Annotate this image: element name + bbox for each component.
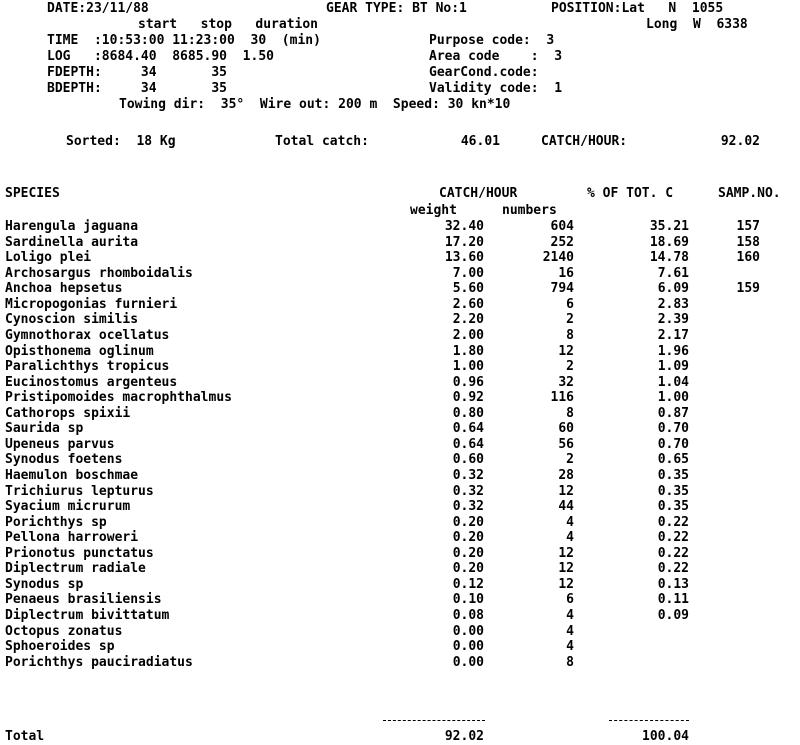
numbers-value: 2 [566,452,574,468]
numbers-value: 4 [566,530,574,546]
numbers-value: 8 [566,654,574,670]
species-name: Diplectrum bivittatum [5,608,170,623]
numbers-value: 6 [566,296,574,312]
pct-value: 0.22 [657,545,689,561]
species-name: Cathorops spixii [5,405,131,421]
species-name: Loligo plei [5,250,92,266]
species-name: Cynoscion similis [5,312,139,328]
total-pct: 100.04 [642,729,689,744]
weight-subheader: weight [410,203,457,218]
species-name: Porichthys pauciradiatus [5,654,193,670]
weight-value: 1.00 [452,359,484,374]
total-catch-label: Total catch: [275,134,369,149]
numbers-value: 4 [566,514,574,530]
time-row: TIME :10:53:00 11:23:00 30 (min) [47,33,321,48]
numbers-value: 12 [558,576,574,592]
pct-value: 0.13 [657,576,689,592]
weight-value: 0.00 [452,654,484,670]
species-name: Trichiurus lepturus [5,483,154,499]
numbers-value: 252 [550,234,574,250]
total-catch-value: 46.01 [460,134,500,149]
numbers-value: 16 [558,265,574,281]
weight-value: 2.20 [452,312,484,328]
weight-value: 0.08 [452,608,484,623]
catch-hour-label: CATCH/HOUR: [541,134,628,149]
weight-value: 5.60 [452,281,484,297]
numbers-value: 6 [566,592,574,608]
column-labels: start stop duration [138,17,319,32]
numbers-value: 12 [558,545,574,561]
pct-value: 0.65 [657,452,689,468]
numbers-value: 4 [566,608,574,623]
weight-value: 0.20 [452,561,484,577]
pct-value: 35.21 [649,219,689,234]
species-name: Anchoa hepsetus [5,281,123,297]
species-name: Haemulon boschmae [5,468,139,483]
gearcond-code-field: GearCond.code: [429,65,539,80]
numbers-value: 60 [558,421,574,437]
pct-value: 0.11 [657,592,689,608]
species-name: Diplectrum radiale [5,561,146,577]
pct-value: 6.09 [657,281,689,297]
pct-value: 0.87 [657,405,689,421]
numbers-value: 116 [550,390,574,406]
numbers-value: 12 [558,343,574,359]
sample-no: 160 [736,250,760,266]
species-name: Paralichthys tropicus [5,359,170,374]
bdepth-row: BDEPTH: 34 35 [47,81,228,96]
weight-value: 13.60 [444,250,484,266]
sample-no: 158 [736,234,760,250]
pct-value: 2.83 [657,296,689,312]
numbers-value: 8 [566,327,574,343]
pct-value: 14.78 [649,250,689,266]
pct-value: 0.35 [657,483,689,499]
species-name: Pristipomoides macrophthalmus [5,390,232,406]
weight-value: 0.60 [452,452,484,468]
weight-value: 0.64 [452,436,484,452]
numbers-value: 12 [558,483,574,499]
species-name: Saurida sp [5,421,84,437]
weight-value: 0.10 [452,592,484,608]
pct-value: 2.39 [657,312,689,328]
species-name: Synodus sp [5,576,84,592]
weight-value: 0.64 [452,421,484,437]
fdepth-row: FDEPTH: 34 35 [47,65,228,80]
sample-no: 159 [736,281,760,297]
numbers-value: 604 [550,219,574,234]
species-name: Micropogonias furnieri [5,296,178,312]
species-header: SPECIES [5,186,60,201]
weight-value: 2.60 [452,296,484,312]
numbers-value: 2140 [542,250,574,266]
pct-total-header: % OF TOT. C [587,186,674,201]
numbers-value: 32 [558,374,574,390]
pct-value: 7.61 [657,265,689,281]
total-label: Total [5,729,45,744]
validity-code-field: Validity code: 1 [429,81,563,96]
catch-hour-value: 92.02 [720,134,760,149]
date-field: DATE:23/11/88 [47,1,149,16]
species-name: Opisthonema oglinum [5,343,154,359]
weight-value: 17.20 [444,234,484,250]
numbers-value: 56 [558,436,574,452]
pct-value: 0.22 [657,561,689,577]
weight-value: 1.80 [452,343,484,359]
numbers-value: 8 [566,405,574,421]
species-name: Eucinostomus argenteus [5,374,178,390]
species-name: Penaeus brasiliensis [5,592,162,608]
position-long-field: Long W 6338 [646,17,748,32]
sample-no-header: SAMP.NO. [718,186,781,201]
weight-value: 0.32 [452,499,484,515]
pct-value: 1.96 [657,343,689,359]
species-name: Archosargus rhomboidalis [5,265,193,281]
pct-value: 0.70 [657,421,689,437]
weight-value: 0.32 [452,483,484,499]
pct-value: 1.09 [657,359,689,374]
numbers-subheader: numbers [502,203,557,218]
weight-value: 0.00 [452,639,484,655]
weight-value: 0.92 [452,390,484,406]
purpose-code-field: Purpose code: 3 [429,33,555,48]
numbers-value: 44 [558,499,574,515]
species-name: Pellona harroweri [5,530,139,546]
numbers-value: 794 [550,281,574,297]
pct-value: 0.35 [657,468,689,483]
total-weight: 92.02 [444,729,484,744]
species-name: Prionotus punctatus [5,545,154,561]
weight-value: 0.32 [452,468,484,483]
pct-value: 1.00 [657,390,689,406]
species-name: Octopus zonatus [5,623,123,639]
log-row: LOG :8684.40 8685.90 1.50 [47,49,274,64]
weight-total-rule [383,720,485,721]
numbers-value: 2 [566,312,574,328]
pct-value: 0.22 [657,514,689,530]
weight-value: 32.40 [444,219,484,234]
weight-value: 0.20 [452,530,484,546]
pct-value: 1.04 [657,374,689,390]
weight-value: 0.00 [452,623,484,639]
species-name: Porichthys sp [5,514,107,530]
catch-hour-header: CATCH/HOUR [439,186,518,201]
weight-value: 0.12 [452,576,484,592]
numbers-value: 12 [558,561,574,577]
weight-value: 0.80 [452,405,484,421]
weight-value: 0.96 [452,374,484,390]
area-code-field: Area code : 3 [429,49,563,64]
weight-value: 0.20 [452,514,484,530]
position-lat-field: POSITION:Lat N 1055 [551,1,724,16]
sample-no: 157 [736,219,760,234]
weight-value: 7.00 [452,265,484,281]
gear-type-field: GEAR TYPE: BT No:1 [326,1,467,16]
pct-value: 0.22 [657,530,689,546]
towing-row: Towing dir: 35° Wire out: 200 m Speed: 30 kn*10 [119,97,511,112]
species-name: Syacium micrurum [5,499,131,515]
species-name: Sardinella aurita [5,234,139,250]
pct-value: 0.70 [657,436,689,452]
numbers-value: 28 [558,468,574,483]
weight-value: 0.20 [452,545,484,561]
species-name: Sphoeroides sp [5,639,115,655]
pct-value: 18.69 [649,234,689,250]
species-name: Gymnothorax ocellatus [5,327,170,343]
numbers-value: 2 [566,359,574,374]
species-name: Upeneus parvus [5,436,115,452]
weight-value: 2.00 [452,327,484,343]
sorted-weight: Sorted: 18 Kg [66,134,176,149]
species-name: Harengula jaguana [5,219,139,234]
pct-value: 0.35 [657,499,689,515]
numbers-value: 4 [566,623,574,639]
numbers-value: 4 [566,639,574,655]
pct-value: 2.17 [657,327,689,343]
pct-value: 0.09 [657,608,689,623]
pct-total-rule [609,720,689,721]
species-name: Synodus foetens [5,452,123,468]
